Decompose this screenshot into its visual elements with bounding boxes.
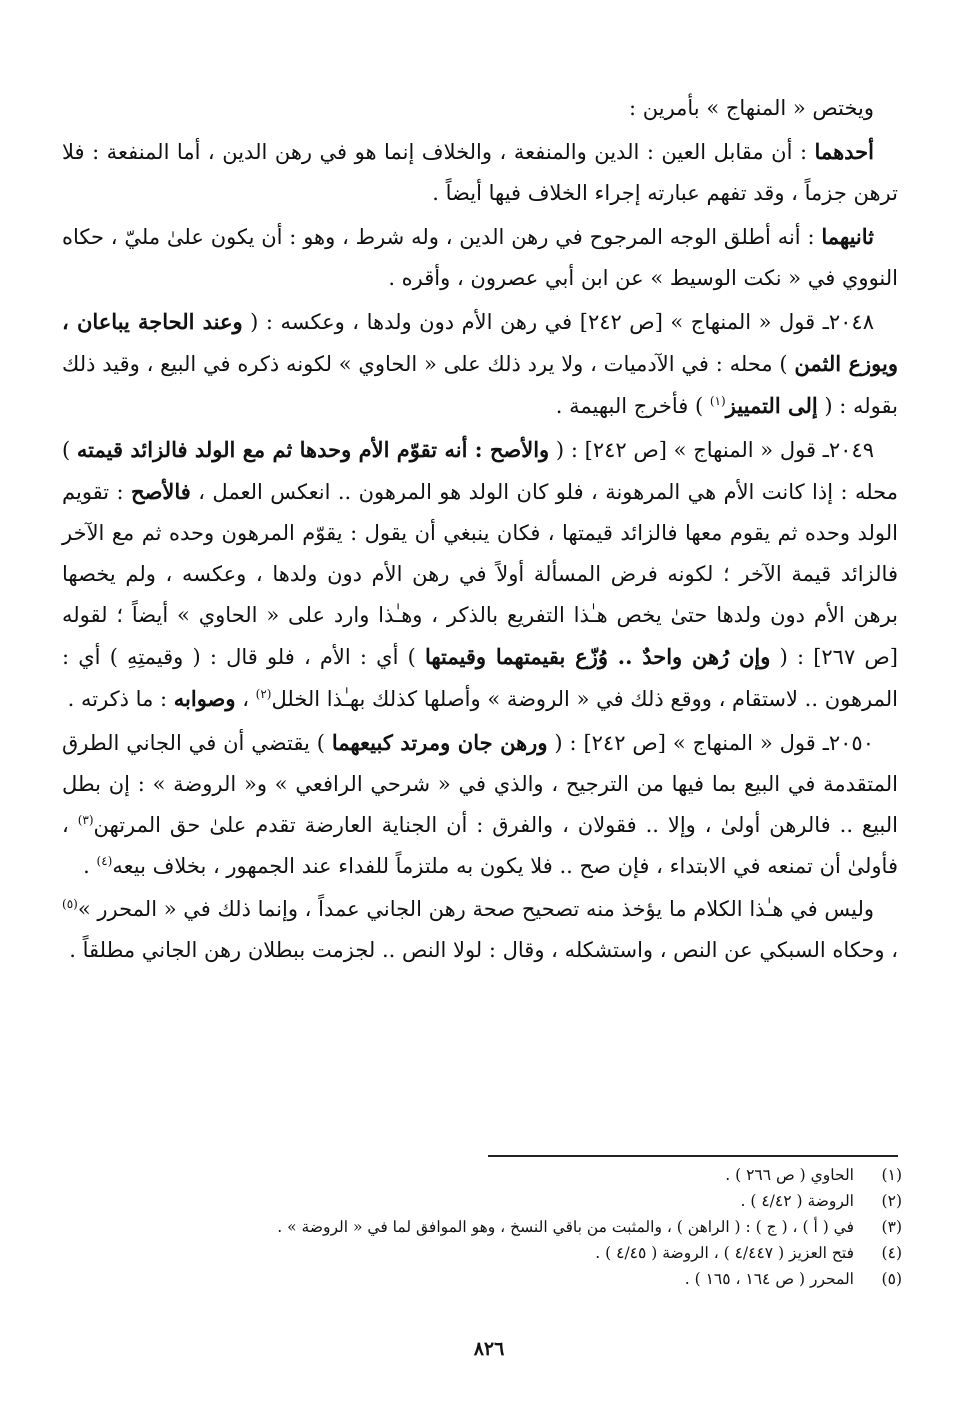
- issue-2049-quote-2: وإن رُهن واحدٌ .. وُزّع بقيمتهما وقيمتها: [424, 644, 771, 669]
- issue-2048-tail: ) فأخرج البهيمة .: [555, 394, 710, 418]
- footnote-number: (٢): [881, 1192, 902, 1210]
- intro-paragraph: [62, 88, 898, 129]
- closing-text: وليس في هـٰذا الكلام ما يؤخذ منه تصحيح صحة رهن الجاني عمداً ، وإنما ذلك في « المحرر »: [77, 897, 874, 921]
- closing-tail: ، وحكاه السبكي عن النص ، واستشكله ، وقال : لولا النص .. لجزمت ببطلان رهن الجاني مطلقاً .: [69, 938, 898, 962]
- first-point-label: أحدهما: [814, 139, 874, 164]
- closing-paragraph: [62, 889, 898, 971]
- issue-2050-lead: ٢٠٥٠ـ قول « المنهاج » [ص ٢٤٢] : (: [547, 731, 874, 755]
- issue-2048-paragraph: [62, 301, 898, 427]
- footnote-text: فتح العزيز ( ٤/٤٤٧ ) ، الروضة ( ٤/٤٥ ) .: [595, 1244, 854, 1262]
- second-point-text: : أنه أطلق الوجه المرجوح في رهن الدين ، وله شرط ، وهو : أن يكون علىٰ مليّ ، حكاه النووي في « نكت الوسيط » عن ابن أبي عصرون ، وأقره .: [62, 225, 898, 290]
- page-number: ٨٢٦: [473, 1338, 505, 1360]
- issue-2049-tail: : ما ذكرته .: [67, 687, 174, 711]
- issue-2049-mid-4: ،: [235, 687, 256, 711]
- issue-2050-quote: ورهن جان ومرتد كبيعهما: [331, 730, 548, 755]
- intro-text: ويختص « المنهاج » بأمرين :: [628, 96, 874, 120]
- footnote-number: (١): [881, 1166, 902, 1184]
- footnote-ref-1: (١): [709, 394, 726, 408]
- issue-2049-label: فالأصح: [131, 479, 191, 504]
- footnote-item: [240, 1188, 902, 1214]
- footnote-ref-2: (٢): [255, 687, 272, 701]
- issue-2049-paragraph: [62, 429, 898, 720]
- issue-2050-paragraph: [62, 722, 898, 887]
- issue-2049-mid-2: : تقويم الولد وحده ثم يقوم معها فالزائد قيمتها ، فكان ينبغي أن يقول : يقوّم المرهون وحده ثم مع الآخر فالزائد قيمة الآخر ؛ لكونه فرض المسألة أولاً في رهن الأم دون ولدها ، وعكسه ، ولم يخصها برهن الأم دون ولدها حتىٰ يخص هـٰذا التفريع بالذكر ، وهـٰذا وارد على « الحاوي » أيضاً ؛ لقوله [ص ٢٦٧] : (: [62, 480, 898, 669]
- footnote-item: [240, 1214, 902, 1240]
- issue-2049-quote: والأصح : أنه تقوّم الأم وحدها ثم مع الولد فالزائد قيمته: [76, 437, 550, 462]
- issue-2050-mid-2: ، فأولىٰ أن تمنعه في الابتداء ، فإن صح .. فلا يكون به ملتزماً للفداء عند الجمهور ، بخلاف بيعه: [62, 813, 898, 878]
- footnote-divider: [488, 1155, 898, 1157]
- footnote-text: الروضة ( ٤/٤٢ ) .: [740, 1192, 854, 1210]
- issue-2049-mid: ) محله : إذا كانت الأم هي المرهونة ، فلو كان الولد هو المرهون .. انعكس العمل ،: [62, 438, 898, 504]
- issue-2048-mid: ) محله : في الآدميات ، ولا يرد ذلك على « الحاوي » لكونه ذكره في البيع ، وقيد ذلك بقوله : (: [62, 352, 898, 418]
- issue-2048-quote: وعند الحاجة يباعان ، ويوزع الثمن: [62, 309, 899, 376]
- second-point-label: ثانيهما: [821, 224, 874, 249]
- footnotes: [240, 1162, 902, 1292]
- footnote-text: المحرر ( ص ١٦٤ ، ١٦٥ ) .: [684, 1270, 854, 1288]
- first-point-text: : أن مقابل العين : الدين والمنفعة ، والخلاف إنما هو في رهن الدين ، أما المنفعة : فلا ترهن جزماً ، وقد تفهم عبارته إجراء الخلاف فيها أيضاً .: [62, 140, 898, 205]
- second-point-paragraph: [62, 216, 898, 299]
- issue-2048-quote-2: إلى التمييز: [725, 393, 818, 418]
- page-body: [62, 88, 898, 971]
- footnote-item: [240, 1266, 902, 1292]
- footnote-number: (٣): [881, 1218, 902, 1236]
- footnote-ref-3: (٣): [77, 813, 94, 827]
- footnote-text: الحاوي ( ص ٢٦٦ ) .: [725, 1166, 854, 1184]
- issue-2049-mid-3: ) أي : الأم ، فلو قال : ( وقيمتِهِ ) أي : المرهون .. لاستقام ، ووقع ذلك في « الروضة » وأصلها كذلك بهـٰذا الخلل: [62, 645, 898, 711]
- footnote-number: (٤): [881, 1244, 902, 1262]
- footnote-item: [240, 1240, 902, 1266]
- issue-2050-tail: .: [83, 854, 97, 878]
- issue-2049-label-2: وصوابه: [173, 686, 236, 711]
- issue-2048-lead: ٢٠٤٨ـ قول « المنهاج » [ص ٢٤٢] في رهن الأم دون ولدها ، وعكسه : (: [242, 310, 874, 334]
- issue-2050-mid: ) يقتضي أن في الجاني الطرق المتقدمة في البيع بما فيها من الترجيح ، والذي في « شرحي الرافعي » و« الروضة » : إن بطل البيع .. فالرهن أولىٰ ، وإلا .. فقولان ، والفرق : أن الجناية العارضة تقدم علىٰ حق المرتهن: [62, 731, 898, 837]
- footnote-text: في ( أ ) ، ( ج ) : ( الراهن ) ، والمثبت من باقي النسخ ، وهو الموافق لما في « الروضة » .: [277, 1218, 854, 1236]
- issue-2049-lead: ٢٠٤٩ـ قول « المنهاج » [ص ٢٤٢] : (: [549, 438, 874, 462]
- footnote-item: [240, 1162, 902, 1188]
- footnote-ref-4: (٤): [96, 854, 113, 868]
- footnote-ref-5: (٥): [62, 897, 78, 911]
- first-point-paragraph: [62, 131, 898, 214]
- footnote-number: (٥): [881, 1270, 902, 1288]
